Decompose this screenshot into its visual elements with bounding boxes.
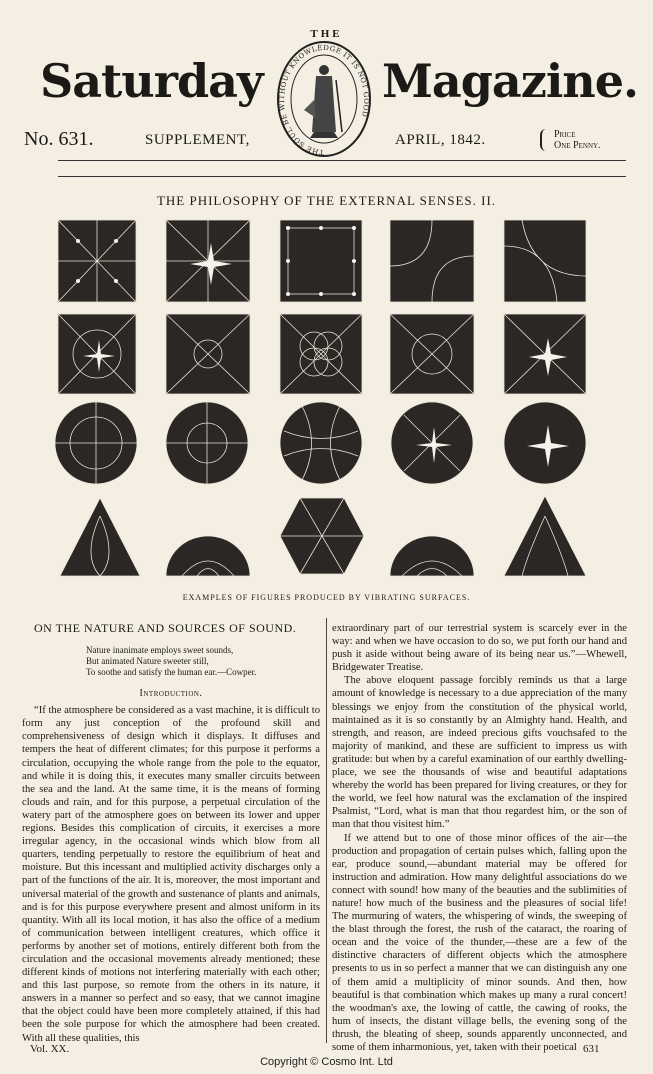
section-heading: ON THE NATURE AND SOURCES OF SOUND. xyxy=(34,621,297,635)
text-column-left xyxy=(22,622,320,1045)
seal-text: THE SOUL BE WITHOUT KNOWLEDGE IT IS NOT GOOD xyxy=(278,43,371,157)
paragraph-left-1: “If the atmosphere be considered as a vast machine, it is difficult to form any just conception of the profound skill and comprehensiveness of design which it displays. It diffuses and tempers the heat of different climates; for this purpose it performs a circulation, occupying the whole range from the pole to the equator, and while it is doing this, it executes many smaller circuits between the sea and the land. At the same time, it is the means of forming clouds and rain, and for this purpose, a perpetual circulation of the watery part of the atmosphere goes on between its lower and upper regions. Besides this complication of circuits, it exercises a more irregular agency, in the occasional winds which blow from all quarters, tending perpetually to restore the equilibrium of heat and moisture. But this incessant and multiplied activity discharges only a part of the functions of the air. It is, moreover, the most important and universal material of the growth and sustenance of plants and animals, and is for this purpose everywhere present and almost uniform in its quantity. With all its local motion, it has also the office of a medium of communication between intelligent creatures, which office it performs by another set of motions, entirely different both from the circulation and the occasional movements already mentioned; these different kinds of motions not interfering materially with each other; and this last purpose, so remote from the others in its nature, it answers in a manner so perfect and so easy, that we cannot imagine that the object could have been more completely attained, if this had been the sole purpose for which the atmosphere had been created. With all these qualities, this xyxy=(22,705,321,1044)
text-column-right xyxy=(332,622,627,1054)
paragraph-right-2: The above eloquent passage forcibly reminds us that a large amount of knowledge is necessary to a due appreciation of the many blessings we enjoy from the constitution of the physical world, maintained as it is so constantly by an Almighty hand. Health, and strength, and reason, are indeed precious gifts vouchsafed to the majority of mankind, and these are sufficient to impress us with gratitude: but when by a careful examination of our earthly dwelling-place, we see the thousands of wise and beautiful adaptations whereby the world has been prepared for living creatures, or they for the world, we feel how natural was the exclamation of the inspired Psalmist, “Lord, what is man that thou regardest him, or the son of man that thou visitest him.” xyxy=(332,675,627,831)
issue-date: APRIL, 1842. xyxy=(395,132,486,148)
paragraph-right-1: extraordinary part of our terrestrial system is scarcely ever in the way: and when we have occasion to do so, we put forth our hand and push it aside without being aware of its being near us.”—Whewell, Bridgewater Treatise. xyxy=(332,623,627,674)
introduction-heading: Introduction. xyxy=(139,688,203,700)
masthead-title-right: Magazine. xyxy=(382,54,639,108)
supplement-label: SUPPLEMENT, xyxy=(145,132,250,148)
vibrating-figures-illustration xyxy=(52,216,602,586)
verse-line-2: But animated Nature sweeter still, xyxy=(86,656,209,667)
masthead-the: THE xyxy=(310,28,343,40)
page-number: 631 xyxy=(583,1043,600,1055)
paragraph-right-3: If we attend but to one of those minor offices of the air—the production and propagation of certain pulses which, falling upon the ear, produce sound,—abundant material may be offered for instruction and admiration. How many delightful associations do we connect with sound! how many of the beauties and the sublimities of nature! how much of the business and the pleasures of social life! The murmuring of waters, the whispering of winds, the sweeping of the blast through the forest, the rush of the cataract, the roaring of ocean and the voice of the thunder,—these are a few of the distinctive characters of different objects which the atmosphere presents to us in so perfect a manner that we can distinguish any one of them amid a multiplicity of minor sounds. And then, how beautiful is that combination which makes up many a rural concert! the woodman's axe, the lowing of cattle, the cawing of rooks, the hum of insects, the distant village bells, the evening song of the thrush, the bleating of sheep, sounds apparently unconnected, and some of them inharmonious, yet, taken with their poetical xyxy=(332,832,627,1053)
price-label xyxy=(540,129,601,151)
section-rule xyxy=(58,176,626,177)
volume-label: Vol. XX. xyxy=(30,1043,70,1055)
article-title: THE PHILOSOPHY OF THE EXTERNAL SENSES. II. xyxy=(156,193,497,208)
issue-number: No. 631. xyxy=(24,128,94,150)
figure-caption: EXAMPLES OF FIGURES PRODUCED BY VIBRATING SURFACES. xyxy=(182,593,471,602)
verse-line-3: To soothe and satisfy the human ear.—Cowper. xyxy=(86,667,257,678)
verse-line-1: Nature inanimate employs sweet sounds, xyxy=(86,645,234,656)
price-line-2: One Penny. xyxy=(554,140,601,151)
masthead-rule xyxy=(58,160,626,161)
copyright-watermark: Copyright © Cosmo Int. Ltd xyxy=(260,1056,393,1068)
price-line-1: Price xyxy=(554,129,576,140)
seal-emblem xyxy=(276,40,372,158)
masthead-title-left: Saturday xyxy=(40,54,263,108)
column-divider xyxy=(326,618,327,1043)
